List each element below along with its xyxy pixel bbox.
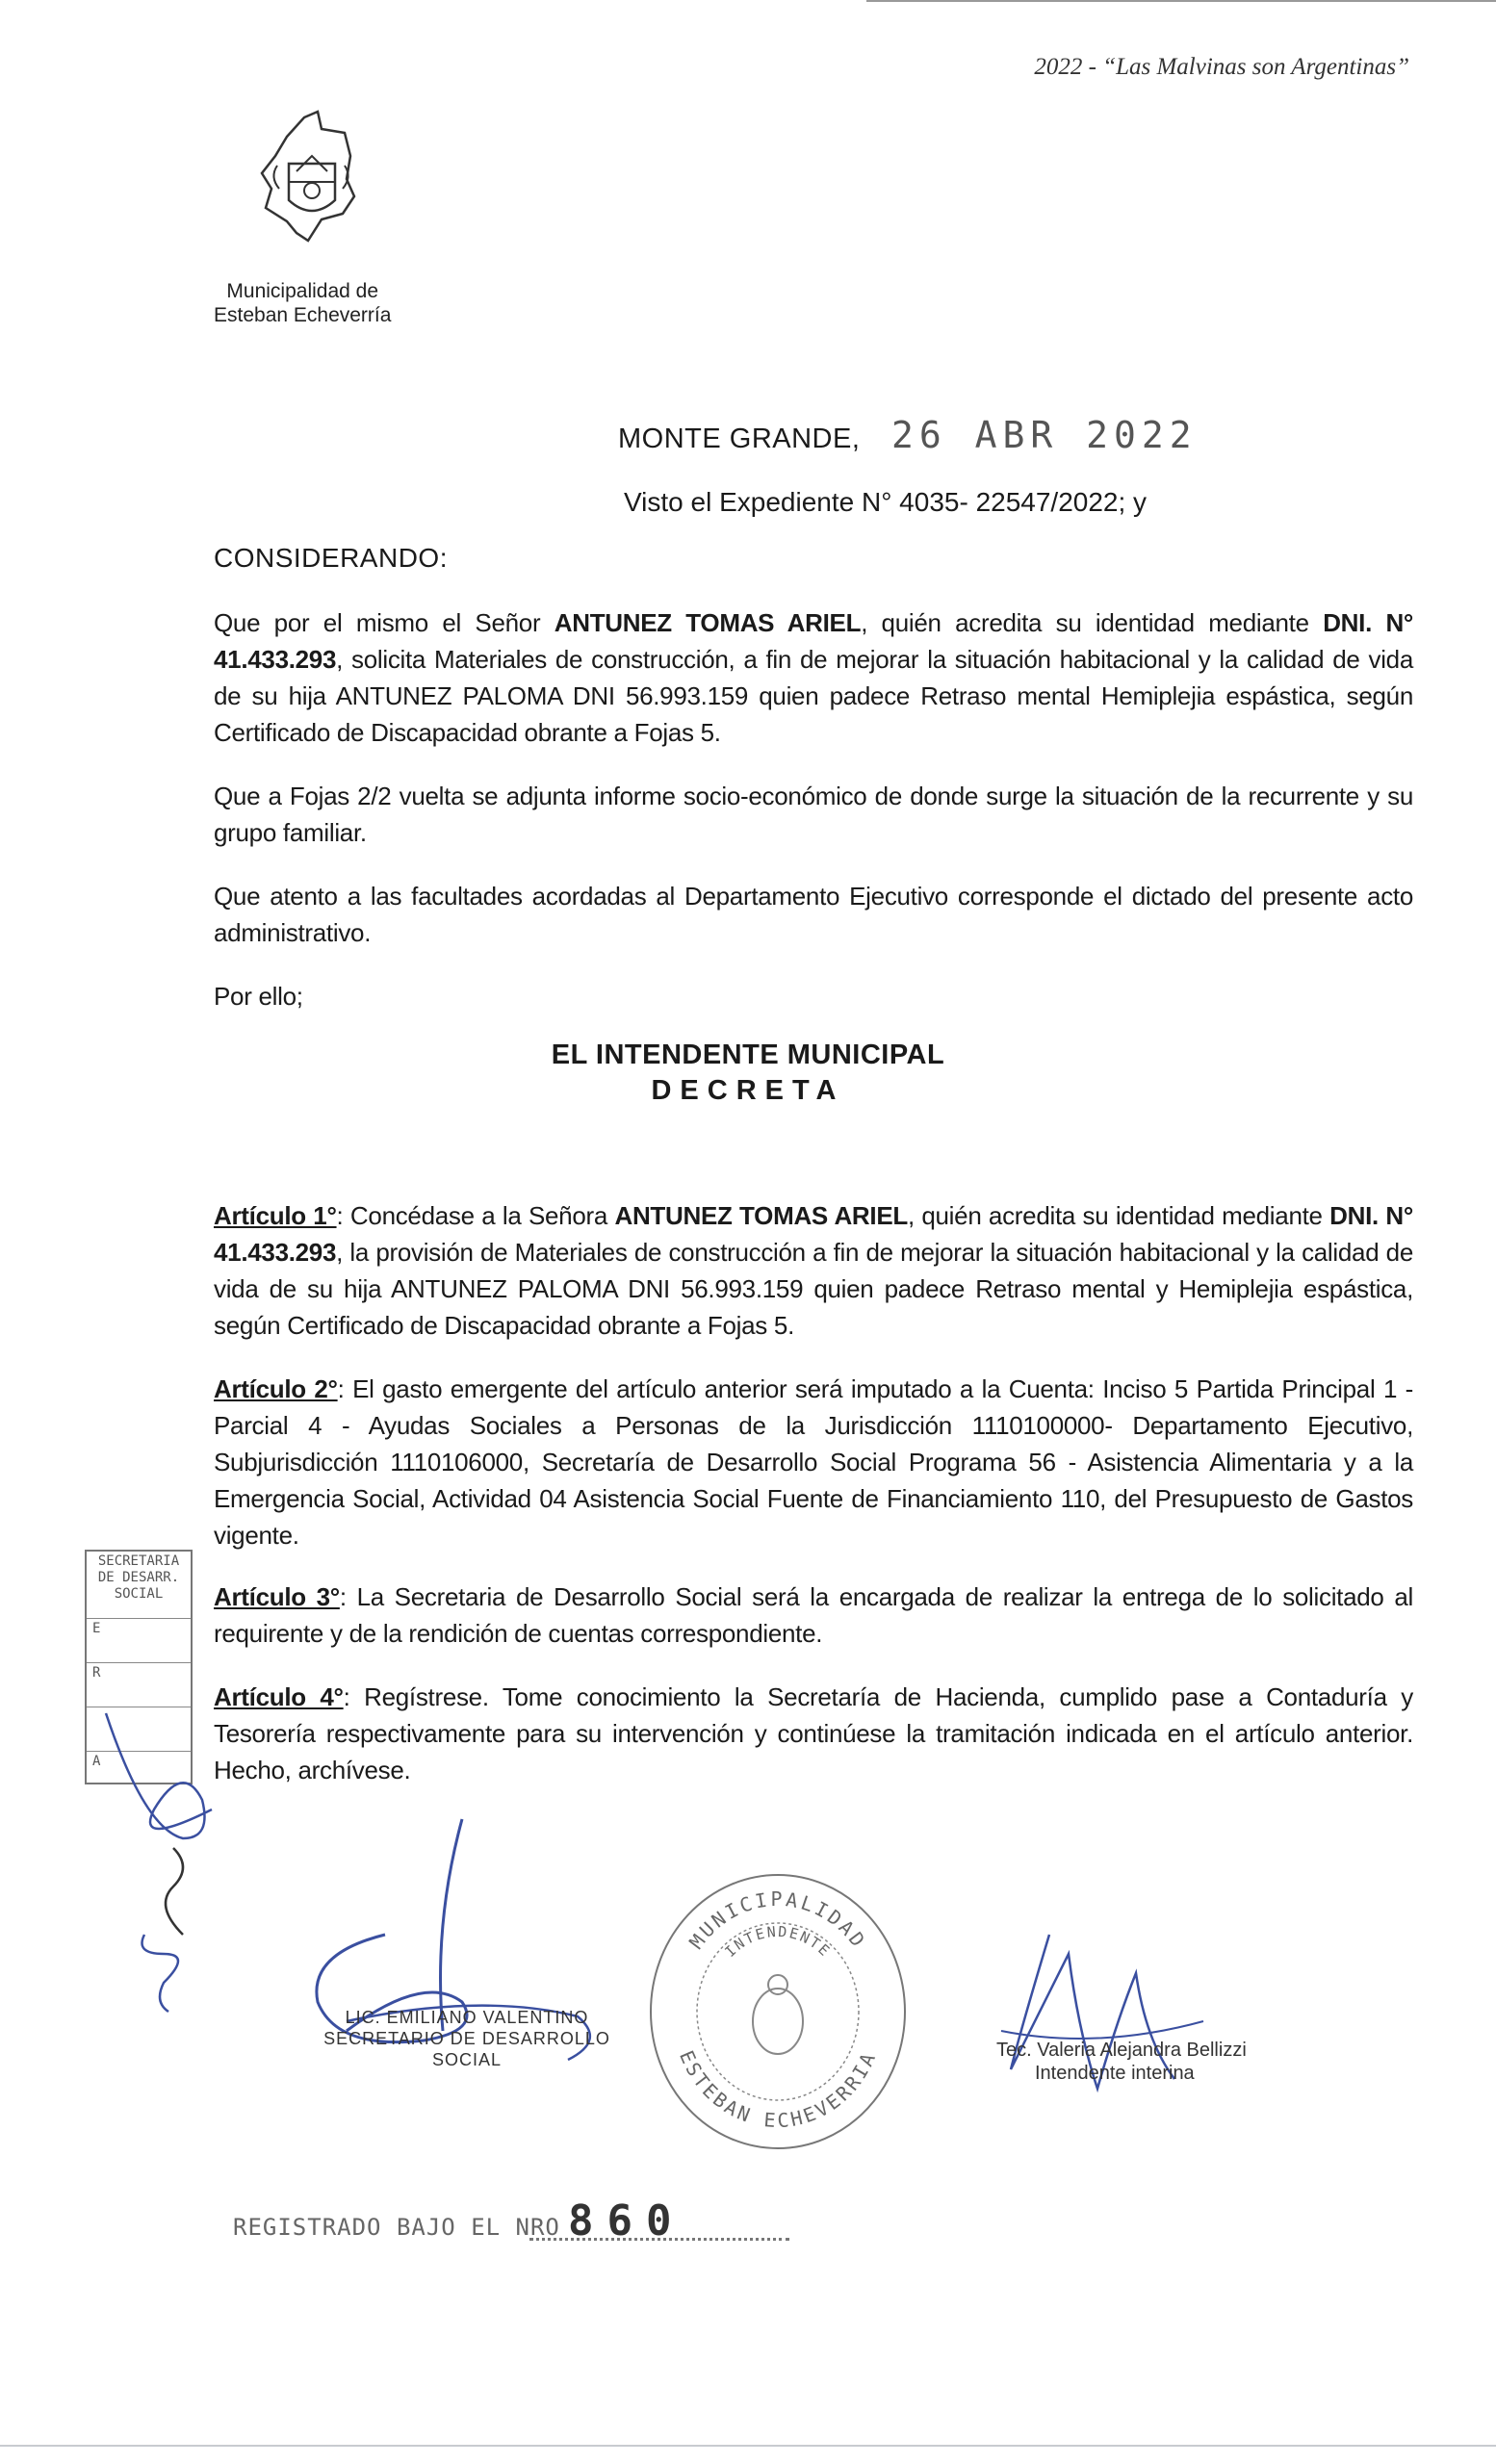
article-3	[214, 1578, 1413, 1652]
signature-block-right	[996, 2039, 1247, 2085]
place-date-line	[618, 414, 1198, 456]
p1-dni-number: 41.433.293	[214, 645, 337, 674]
p1-text-b: , quién acredita su identidad mediante	[861, 608, 1324, 637]
article-1-text-c: , la provisión de Materiales de construcción a fin de mejorar la situación habitacional y la calidad de vida de su hija ANTUNEZ PALOMA DNI 56.993.159 quien padece Retraso mental y Hemiplejia espástica, según Certificado de Discapacidad obrante a Fojas 5.	[214, 1238, 1413, 1340]
p1-text-c: , solicita Materiales de construcción, a fin de mejorar la situación habitacional y la calidad de vida de su hija ANTUNEZ PALOMA DNI 56.993.159 quien padece Retraso mental Hemiplejia espástica, según Certificado de Discapacidad obrante a Fojas 5.	[214, 645, 1413, 747]
article-2	[214, 1371, 1413, 1553]
stamp-row-r: R	[87, 1663, 191, 1707]
considerando-paragraph-2: Que a Fojas 2/2 vuelta se adjunta informe socio-económico de donde surge la situación de la recurrente y su grupo familiar.	[214, 782, 1413, 847]
article-3-label: Artículo 3°	[214, 1582, 340, 1611]
left-signer-role-1: SECRETARIO DE DESARROLLO	[323, 2029, 610, 2048]
considerando-paragraph-3: Que atento a las facultades acordadas al Departamento Ejecutivo corresponde el dictado del presente acto administrativo.	[214, 882, 1413, 947]
considerando-paragraph-1	[214, 604, 1413, 751]
article-3-text: : La Secretaria de Desarrollo Social será la encargada de realizar la entrega de lo solicitado al requirente y de la rendición de cuentas correspondiente.	[214, 1582, 1414, 1648]
right-signer-role: Intendente interina	[1035, 2063, 1195, 2084]
municipal-coat-of-arms-logo	[258, 108, 364, 250]
p1-text-a: Que por el mismo el Señor	[214, 608, 555, 637]
municipal-seal-stamp	[643, 1867, 913, 2156]
article-4-label: Artículo 4°	[214, 1682, 344, 1711]
scan-bottom-edge-line	[0, 2445, 1496, 2447]
article-1-text-a: : Concédase a la Señora	[336, 1201, 615, 1230]
stamp-header	[87, 1552, 191, 1619]
stamp-line-2: DE DESARR.	[97, 1570, 180, 1585]
institution-name	[214, 279, 391, 327]
svg-text:INTENDENTE	[721, 1923, 834, 1961]
header-motto: 2022 - “Las Malvinas son Argentinas”	[1034, 54, 1409, 80]
por-ello-line: Por ello;	[214, 982, 303, 1011]
article-1-name: ANTUNEZ TOMAS ARIEL	[614, 1201, 908, 1230]
initials-handwriting	[87, 1694, 279, 2021]
seal-bottom-text: ESTEBAN ECHEVERRIA	[674, 2046, 882, 2133]
registry-dotted-line	[529, 2238, 789, 2241]
left-signer-name: LIC. EMILIANO VALENTINO	[345, 2008, 589, 2027]
article-1	[214, 1197, 1413, 1344]
registry-number: 860	[568, 2196, 685, 2246]
left-signer-role-2: SOCIAL	[431, 2050, 503, 2069]
article-2-text: : El gasto emergente del artículo anterior será imputado a la Cuenta: Inciso 5 Partida Principal 1 - Parcial 4 - Ayudas Sociales a Personas de la Jurisdicción 1110100000- Departamento Ejecutivo, Subjurisdicción 1110106000, Secretaría de Desarrollo Social Programa 56 - Asistencia Alimentaria y a la Emergencia Social, Actividad 04 Asistencia Social Fuente de Financiamiento 110, del Presupuesto de Gastos vigente.	[214, 1374, 1413, 1550]
p1-name: ANTUNEZ TOMAS ARIEL	[554, 608, 862, 637]
place-name: MONTE GRANDE,	[618, 424, 861, 454]
considerando-label: CONSIDERANDO:	[214, 543, 448, 573]
authority-heading: EL INTENDENTE MUNICIPAL	[551, 1040, 945, 1070]
seal-inner-text: INTENDENTE	[721, 1922, 835, 1961]
right-signer-name: Tec. Valeria Alejandra Bellizzi	[996, 2040, 1247, 2061]
scan-top-edge-line	[866, 0, 1496, 2]
svg-text:MUNICIPALIDAD	[684, 1887, 871, 1953]
stamp-row-e: E	[87, 1619, 191, 1663]
p1-dni-label: DNI. N°	[1323, 608, 1414, 637]
signature-block-left	[318, 2007, 616, 2070]
article-2-label: Artículo 2°	[214, 1374, 338, 1403]
stamp-line-1: SECRETARIA	[97, 1553, 180, 1569]
stamp-line-3: SOCIAL	[114, 1586, 164, 1602]
visto-line: Visto el Expediente N° 4035- 22547/2022; y	[624, 487, 1148, 517]
article-1-dni: DNI. N° 41.433.293	[214, 1201, 1413, 1267]
article-1-label: Artículo 1°	[214, 1201, 337, 1230]
stamped-date: 26 ABR 2022	[890, 414, 1198, 456]
decreta-heading: DECRETA	[651, 1075, 845, 1106]
institution-line-2: Esteban Echeverría	[214, 304, 392, 326]
svg-text:ESTEBAN ECHEVERRIA	[675, 2047, 881, 2132]
institution-line-1: Municipalidad de	[226, 280, 379, 302]
seal-top-text: MUNICIPALIDAD	[684, 1887, 872, 1954]
article-4	[214, 1679, 1413, 1788]
article-4-text: : Regístrese. Tome conocimiento la Secretaría de Hacienda, cumplido pase a Contaduría y Tesorería respectivamente para su intervención y continúese la tramitación indicada en el artículo anterior. Hecho, archívese.	[214, 1682, 1413, 1784]
registry-label: REGISTRADO BAJO EL NRO	[233, 2214, 560, 2241]
article-1-text-b: , quién acredita su identidad mediante	[907, 1201, 1330, 1230]
stamp-row-a: A	[92, 1754, 101, 1769]
